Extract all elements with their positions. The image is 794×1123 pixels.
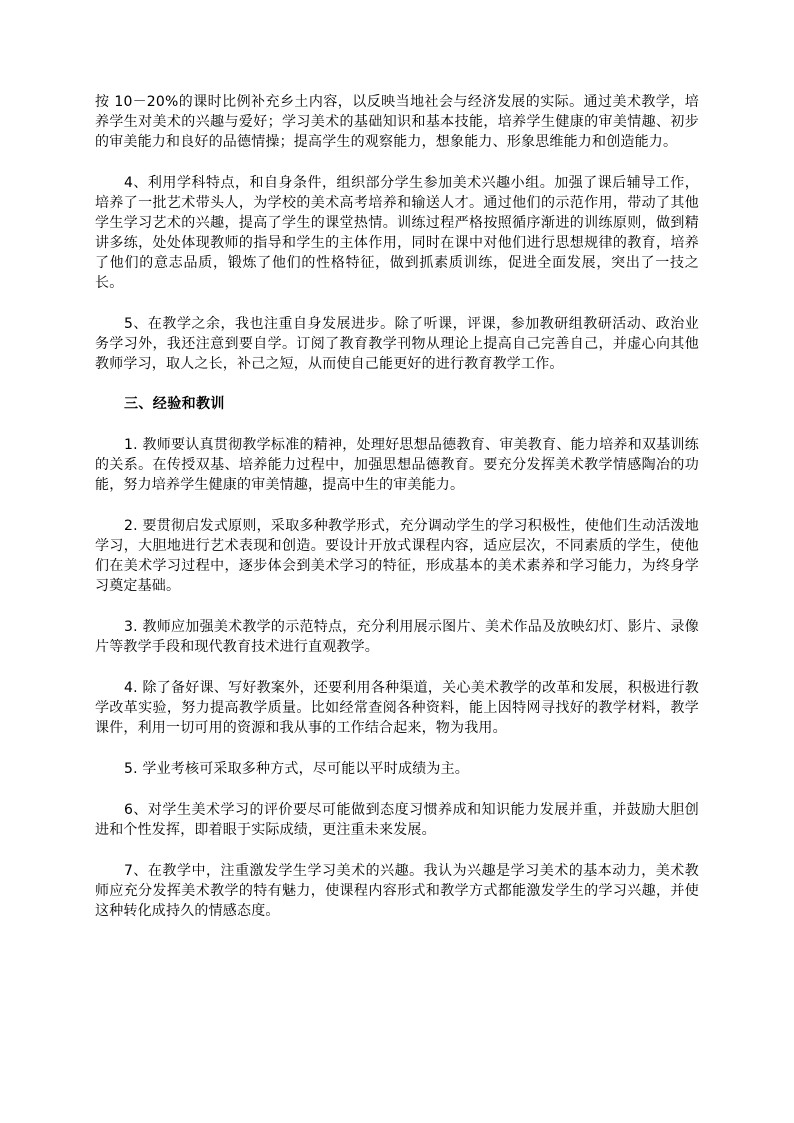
lesson-item-1: 1. 教师要认真贯彻教学标准的精神，处理好思想品德教育、审美教育、能力培养和双基训练的关系。在传授双基、培养能力过程中，加强思想品德教育。要充分发挥美术教学情感陶冶的功能，努力培养学生健康的审美情趣，提高中生的审美能力。 [95, 437, 699, 493]
lesson-item-7: 7、在教学中，注重激发学生学习美术的兴趣。我认为兴趣是学习美术的基本动力，美术教师应充分发挥美术教学的特有魅力，使课程内容形式和教学方式都能激发学生的学习兴趣，并使这种转化成持久的情感态度。 [95, 863, 699, 919]
lesson-item-5: 5. 学业考核可采取多种方式，尽可能以平时成绩为主。 [124, 761, 470, 777]
document-page [95, 92, 699, 921]
section-heading: 三、经验和教训 [124, 396, 225, 412]
lesson-item-3: 3. 教师应加强美术教学的示范特点，充分利用展示图片、美术作品及放映幻灯、影片、录像片等教学手段和现代教育技术进行直观教学。 [95, 619, 699, 655]
paragraph-item-5: 5、在教学之余，我也注重自身发展进步。除了听课，评课，参加教研组教研活动、政治业务学习外，我还注意到要自学。订阅了教育教学刊物从理论上提高自己完善自己，并虚心向其他教师学习，取人之长，补己之短，从而使自己能更好的进行教育教学工作。 [95, 316, 699, 372]
lesson-item-4: 4. 除了备好课、写好教案外，还要利用各种渠道，关心美术教学的改革和发展，积极进行教学改革实验，努力提高教学质量。比如经常查阅各种资料，能上因特网寻找好的教学材料，教学课件，利用一切可用的资源和我从事的工作结合起来，物为我用。 [95, 680, 699, 736]
intro-paragraph: 按 10－20%的课时比例补充乡土内容，以反映当地社会与经济发展的实际。通过美术教学，培养学生对美术的兴趣与爱好；学习美术的基础知识和基本技能，培养学生健康的审美情趣、初步的审美能力和良好的品德情操；提高学生的观察能力，想象能力、形象思维能力和创造能力。 [95, 94, 699, 150]
lesson-item-6: 6、对学生美术学习的评价要尽可能做到态度习惯养成和知识能力发展并重，并鼓励大胆创进和个性发挥，即着眼于实际成绩，更注重未来发展。 [95, 802, 699, 838]
lesson-item-2: 2. 要贯彻启发式原则，采取多种教学形式，充分调动学生的学习积极性，使他们生动活泼地学习，大胆地进行艺术表现和创造。要设计开放式课程内容，适应层次，不同素质的学生，使他们在美术学习过程中，逐步体会到美术学习的特征，形成基本的美术素养和学习能力，为终身学习奠定基础。 [95, 518, 699, 594]
paragraph-item-4: 4、利用学科特点，和自身条件，组织部分学生参加美术兴趣小组。加强了课后辅导工作，培养了一批艺术带头人，为学校的美术高考培养和输送人才。通过他们的示范作用，带动了其他学生学习艺术的兴趣，提高了学生的课堂热情。训练过程严格按照循序渐进的训练原则，做到精讲多练，处处体现教师的指导和学生的主体作用，同时在课中对他们进行思想规律的教育，培养了他们的意志品质，锻炼了他们的性格特征，做到抓素质训练，促进全面发展，突出了一技之长。 [95, 175, 699, 291]
